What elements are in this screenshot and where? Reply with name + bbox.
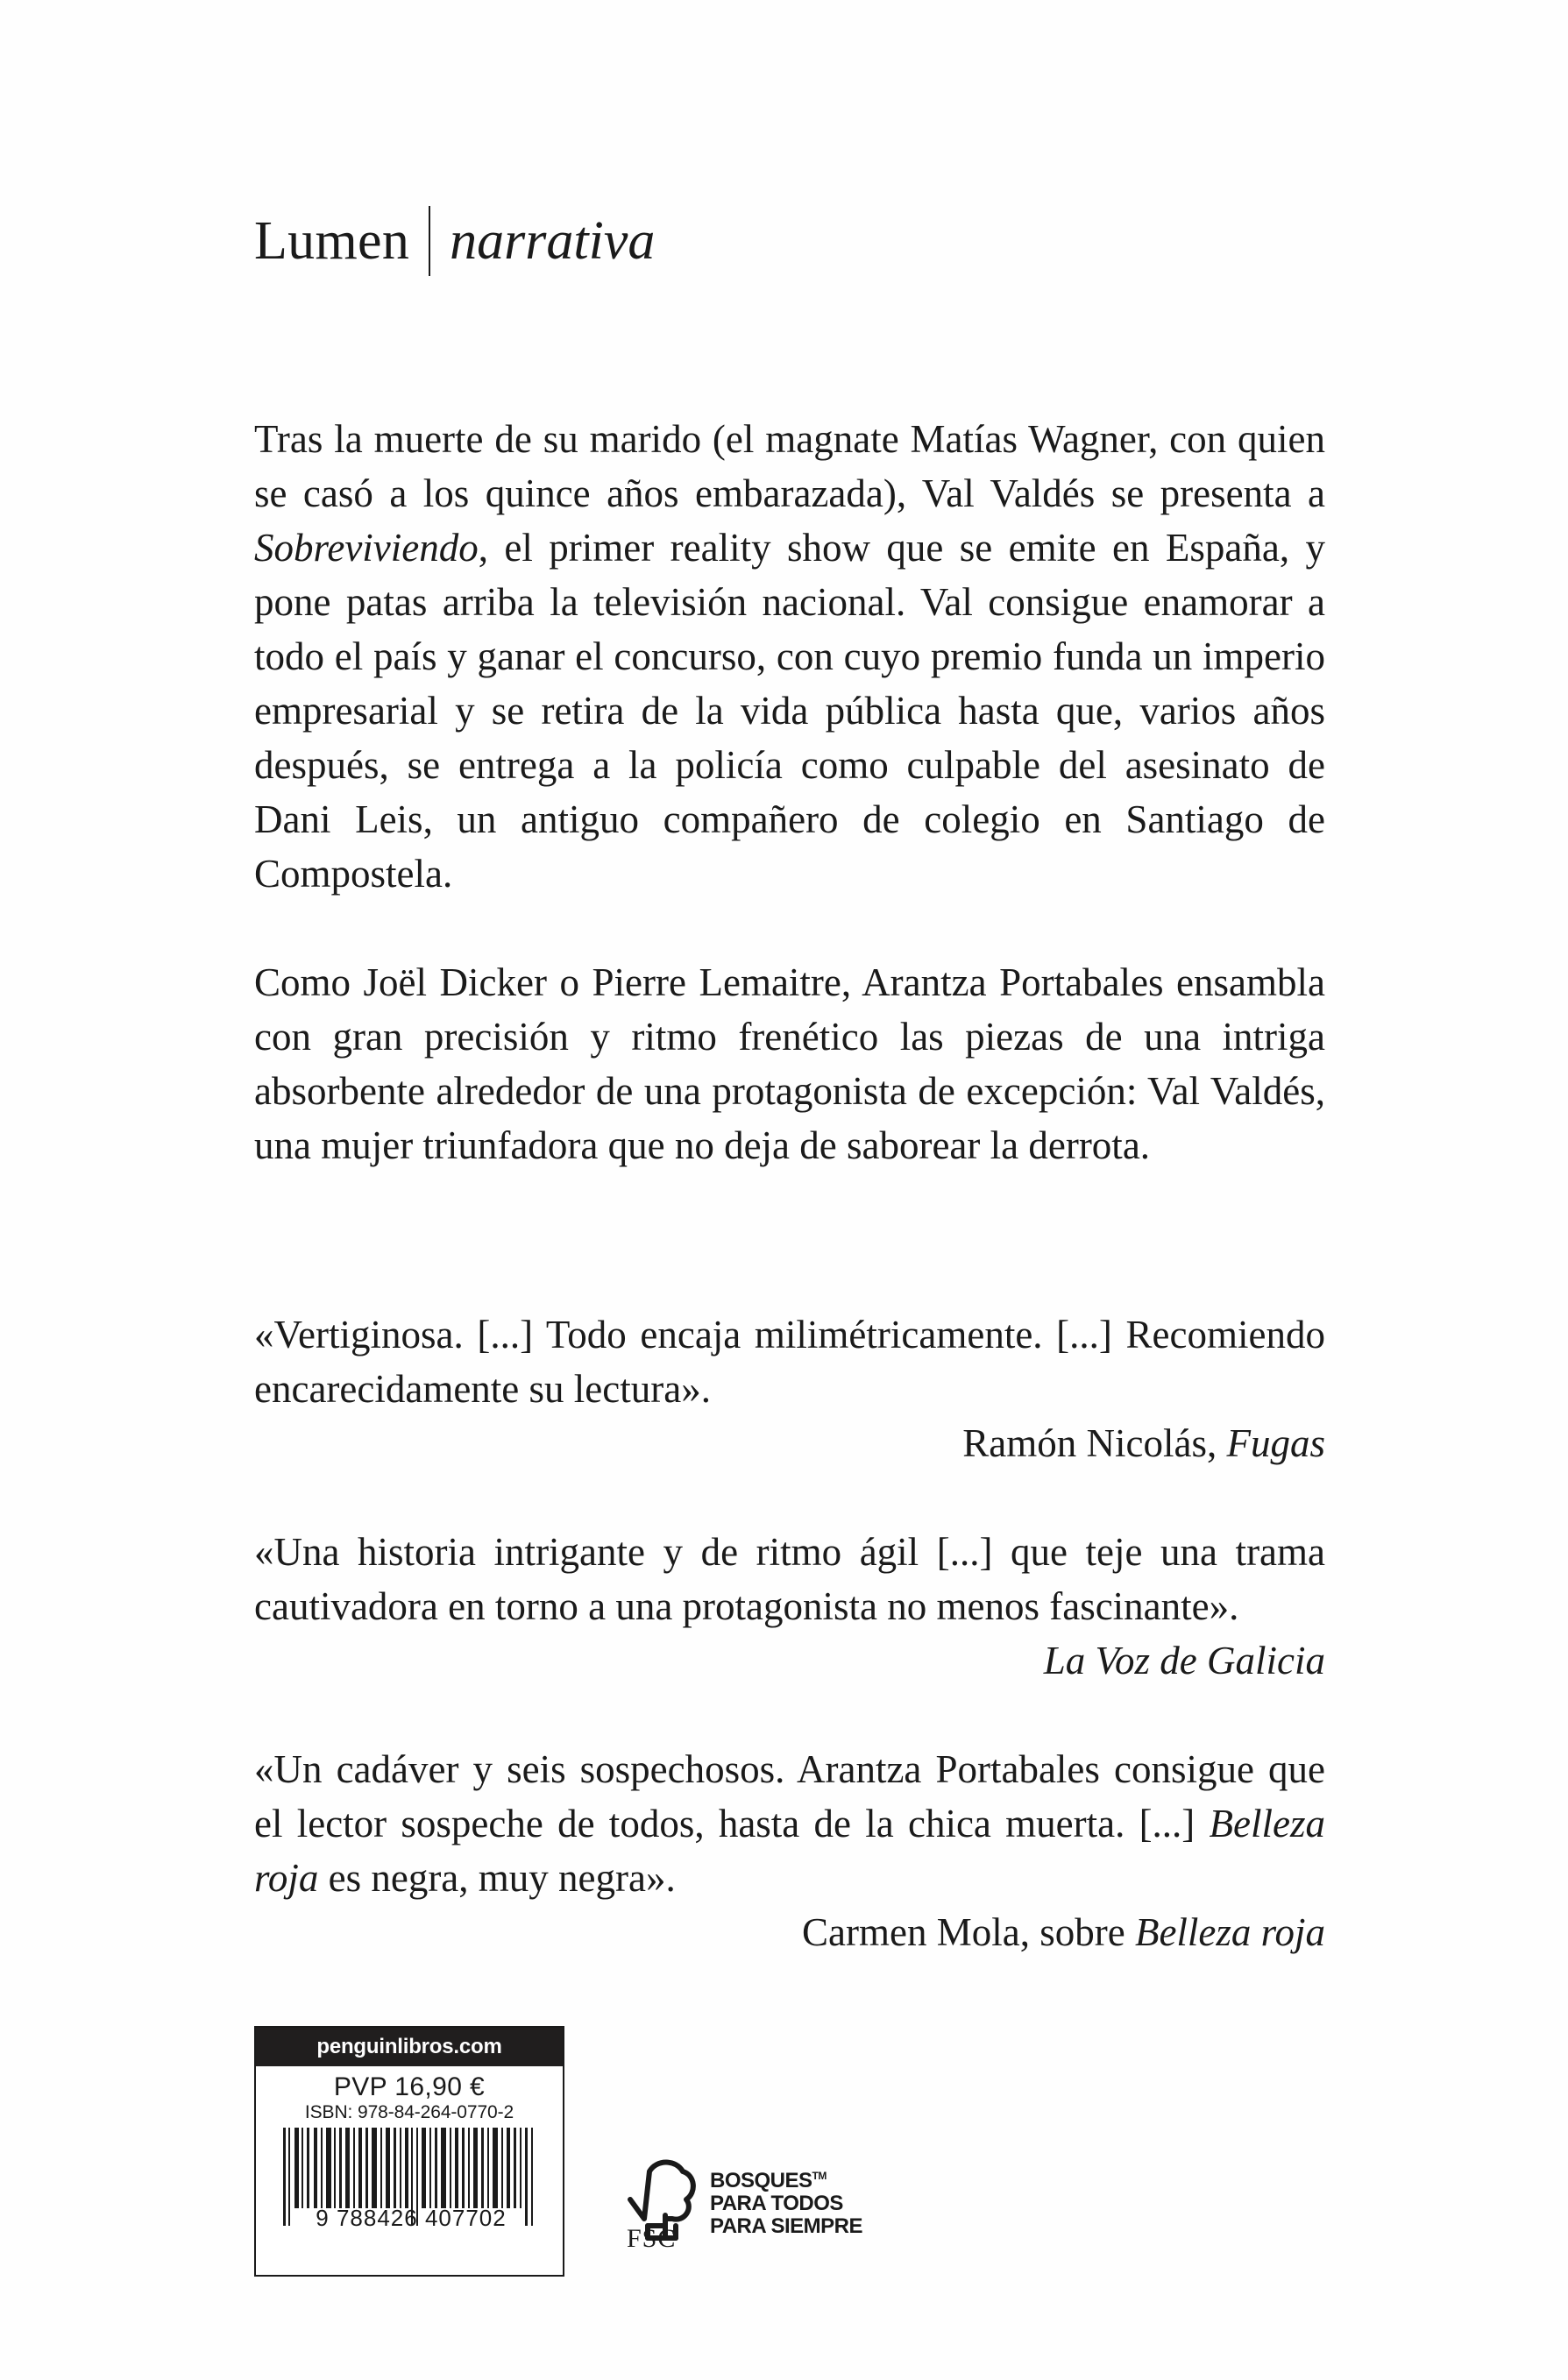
imprint-logo [254,203,655,279]
text-column [254,412,1325,1959]
bottom-strip [254,2026,1325,2289]
review-block-3 [254,1742,1325,1959]
review-attribution-3-book-title: Belleza roja [1134,1910,1325,1954]
fsc-slogan-line-3: PARA SIEMPRE [710,2214,863,2238]
synopsis-p1-text-before-title: Tras la muerte de su marido (el magnate Matías Wagner, con quien se casó a los quince años embarazada), Val Valdés se presenta a [254,417,1325,515]
spacer-reviews-2-3 [254,1688,1325,1742]
fsc-trademark-symbol: TM [812,2170,827,2182]
review-quote-3-part-2: es negra, muy negra». [318,1856,676,1900]
review-block-2 [254,1525,1325,1688]
review-attribution-3-source: Carmen Mola, sobre [802,1910,1135,1954]
fsc-slogan-line-1 [710,2164,862,2192]
synopsis-show-title: Sobreviviendo [254,526,479,570]
fsc-certification-logo [627,2157,881,2254]
imprint-collection-name: narrativa [450,211,656,271]
review-attribution-1 [254,1416,1325,1470]
fsc-slogan [710,2164,862,2238]
review-attribution-3 [254,1905,1325,1959]
ean-digits: 9 788426 407702 [316,2204,507,2231]
synopsis-paragraph-2: Como Joël Dicker o Pierre Lemaitre, Arantza Portabales ensambla con gran precisión y ritmo frenético las piezas de una intriga absorbente alrededor de una protagonista de excepción: Val Valdés, una mujer triunfadora que no deja de saborear la derrota. [254,960,1325,1167]
spacer-before-reviews [254,1227,1325,1307]
fsc-line-1-text: BOSQUES [710,2169,812,2192]
barcode-block [254,2026,564,2277]
review-quote-1: «Vertiginosa. [...] Todo encaja milimétricamente. [...] Recomiendo encarecidamente su lectura». [254,1313,1325,1411]
review-quote-3-book-title: Belleza roja [254,1802,1325,1900]
publisher-website-text: penguinlibros.com [316,2035,502,2058]
review-attribution-2 [254,1633,1325,1688]
synopsis-p1-text-after-title: , el primer reality show que se emite en España, y pone patas arriba la televisión nacional. Val consigue enamorar a todo el país y ganar el concurso, con cuyo premio funda un imperio empresarial y se retira de la vida pública hasta que, varios años después, se entrega a la policía como culpable del asesinato de Dani Leis, un antiguo compañero de colegio en Santiago de Compostela. [254,526,1325,896]
retail-price: PVP 16,90 € [333,2072,486,2101]
review-block-1 [254,1307,1325,1470]
spacer-reviews-1-2 [254,1470,1325,1525]
barcode-body [256,2066,563,2232]
publisher-website-banner [256,2028,563,2066]
fsc-slogan-line-2: PARA TODOS [710,2192,843,2215]
review-quote-3-part-1: «Un cadáver y seis sospechosos. Arantza Portabales consigue que el lector sospeche de todos, hasta de la chica muerta. [...] [254,1747,1325,1845]
review-attribution-1-publication: Fugas [1226,1421,1325,1465]
imprint-name: Lumen [254,211,410,271]
review-quote-3 [254,1742,1325,1905]
isbn-number: ISBN: 978-84-264-0770-2 [304,2101,514,2122]
synopsis-paragraph-1 [254,412,1325,901]
fsc-abbreviation: FSC [627,2224,677,2253]
review-quote-2: «Una historia intrigante y de ritmo ágil [...] que teje una trama cautivadora en torno a una protagonista no menos fascinante». [254,1530,1325,1628]
imprint-divider-rule [429,206,430,276]
review-attribution-2-publication: La Voz de Galicia [1043,1639,1325,1682]
review-attribution-1-source: Ramón Nicolás, [962,1421,1227,1465]
